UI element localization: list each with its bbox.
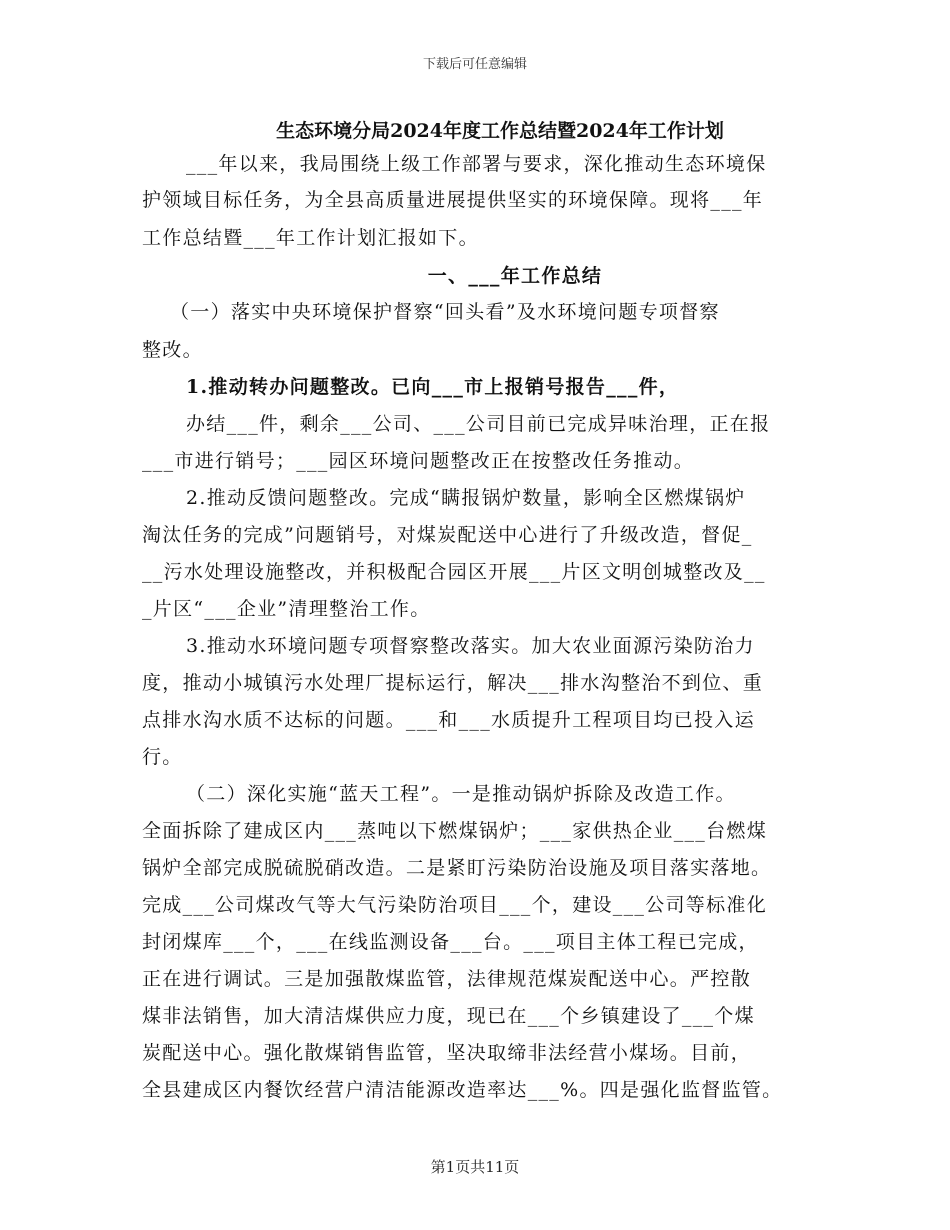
subsection-heading: （一）落实中央环境保护督察“回头看”及水环境问题专项督察 xyxy=(170,301,720,323)
body-line: 2.推动反馈问题整改。完成“瞒报锅炉数量，影响全区燃煤锅炉 xyxy=(186,487,746,509)
body-line: 正在进行调试。三是加强散煤监管，法律规范煤炭配送中心。严控散 xyxy=(142,968,752,990)
body-line: 淘汰任务的完成”问题销号，对煤炭配送中心进行了升级改造，督促_ xyxy=(142,524,753,546)
item-heading: 1.推动转办问题整改。已向___市上报销号报告___件， xyxy=(186,376,680,398)
section-heading: 一、___年工作总结 xyxy=(427,265,603,287)
body-line: 整改。 xyxy=(142,339,203,361)
body-line: 全面拆除了建成区内___蒸吨以下燃煤锅炉；___家供热企业___台燃煤 xyxy=(142,820,768,842)
body-line: 炭配送中心。强化散煤销售监管，坚决取缔非法经营小煤场。目前， xyxy=(142,1042,752,1064)
body-line: 3.推动水环境问题专项督察整改落实。加大农业面源污染防治力 xyxy=(186,635,755,657)
body-line: _片区“___企业”清理整治工作。 xyxy=(142,598,431,620)
body-line: 煤非法销售，加大清洁煤供应力度，现已在___个乡镇建设了___个煤 xyxy=(142,1005,755,1027)
body-line: ___年以来，我局围绕上级工作部署与要求，深化推动生态环境保 xyxy=(186,153,767,175)
body-line: 封闭煤库___个，___在线监测设备___台。___项目主体工程已完成， xyxy=(142,931,759,953)
subsection-heading: （二）深化实施“蓝天工程”。一是推动锅炉拆除及改造工作。 xyxy=(186,783,736,805)
body-line: 点排水沟水质不达标的问题。___和___水质提升工程项目均已投入运 xyxy=(142,709,755,731)
body-line: 完成___公司煤改气等大气污染防治项目___个，建设___公司等标准化 xyxy=(142,894,768,916)
body-line: 全县建成区内餐饮经营户清洁能源改造率达___%。四是强化监督监管。 xyxy=(142,1079,783,1101)
document-title: 生态环境分局2024年度工作总结暨2024年工作计划 xyxy=(276,120,724,142)
body-line: 行。 xyxy=(142,746,183,768)
body-line: 工作总结暨___年工作计划汇报如下。 xyxy=(142,227,479,249)
page-footer-number: 第1页共11页 xyxy=(430,1158,520,1176)
body-line: 锅炉全部完成脱硫脱硝改造。二是紧盯污染防治设施及项目落实落地。 xyxy=(142,857,772,879)
body-line: __污水处理设施整改，并积极配合园区开展___片区文明创城整改及__ xyxy=(142,561,766,583)
body-line: 护领域目标任务，为全县高质量进展提供坚实的环境保障。现将___年 xyxy=(142,189,764,211)
body-line: ___市进行销号；___园区环境问题整改正在按整改任务推动。 xyxy=(142,450,695,472)
body-line: 度，推动小城镇污水处理厂提标运行，解决___排水沟整治不到位、重 xyxy=(142,672,764,694)
body-line: 办结___件，剩余___公司、___公司目前已完成异味治理，正在报 xyxy=(186,413,771,435)
page-header-note: 下载后可任意编辑 xyxy=(422,57,527,72)
